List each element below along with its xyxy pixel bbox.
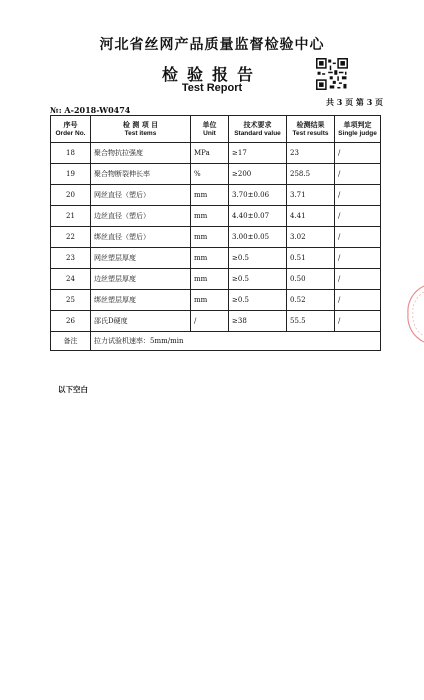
report-title-cn: 检验报告 (161, 65, 262, 84)
note-label: 备注 (51, 332, 91, 351)
test-result-cell: 4.41 (287, 206, 335, 227)
table-row (51, 290, 381, 311)
report-number: №: A-2018-W0474 (50, 105, 131, 115)
test-item-cell: 绑丝直径（塑后） (91, 227, 191, 248)
table-row (51, 185, 381, 206)
test-item-cell: 网丝塑层厚度 (91, 248, 191, 269)
standard-value-cell: 3.70±0.06 (229, 185, 287, 206)
test-item-cell: 邵氏D硬度 (91, 311, 191, 332)
blank-below-marker: 以下空白 (58, 385, 88, 394)
column-header (335, 116, 381, 143)
order-number-cell: 20 (51, 185, 91, 206)
single-judge-cell: / (335, 206, 381, 227)
column-header-cn: 检 测 项 目 (122, 120, 159, 129)
note-text: 拉力试验机速率：5mm/min (91, 332, 381, 351)
order-number-cell: 22 (51, 227, 91, 248)
unit-cell: MPa (191, 143, 229, 164)
unit-cell: % (191, 164, 229, 185)
test-result-cell: 258.5 (287, 164, 335, 185)
column-header (91, 116, 191, 143)
single-judge-cell: / (335, 248, 381, 269)
column-header (287, 116, 335, 143)
order-number-cell: 24 (51, 269, 91, 290)
qr-code-icon (316, 58, 348, 90)
organization-name: 河北省丝网产品质量监督检验中心 (99, 37, 325, 53)
single-judge-cell: / (335, 227, 381, 248)
standard-value-cell: ≥0.5 (229, 248, 287, 269)
standard-value-cell: 3.00±0.05 (229, 227, 287, 248)
single-judge-cell: / (335, 311, 381, 332)
test-result-cell: 3.71 (287, 185, 335, 206)
standard-value-cell: ≥0.5 (229, 290, 287, 311)
unit-cell: mm (191, 185, 229, 206)
table-row (51, 311, 381, 332)
column-header-cn: 检测结果 (296, 120, 325, 129)
standard-value-cell: ≥200 (229, 164, 287, 185)
column-header (191, 116, 229, 143)
table-row (51, 164, 381, 185)
column-header-cn: 序号 (63, 120, 78, 129)
table-row (51, 206, 381, 227)
order-number-cell: 25 (51, 290, 91, 311)
seal-stamp-icon (402, 284, 424, 344)
unit-cell: mm (191, 206, 229, 227)
order-number-cell: 19 (51, 164, 91, 185)
unit-cell: mm (191, 227, 229, 248)
column-header-cn: 单项判定 (343, 120, 372, 129)
test-result-cell: 0.52 (287, 290, 335, 311)
unit-cell: mm (191, 269, 229, 290)
order-number-cell: 21 (51, 206, 91, 227)
report-title-en: Test Report (181, 82, 243, 94)
standard-value-cell: ≥17 (229, 143, 287, 164)
order-number-cell: 23 (51, 248, 91, 269)
test-item-cell: 边丝直径（塑后） (91, 206, 191, 227)
table-row (51, 269, 381, 290)
test-item-cell: 聚合物抗拉强度 (91, 143, 191, 164)
test-results-table (50, 115, 381, 351)
table-row (51, 227, 381, 248)
order-number-cell: 18 (51, 143, 91, 164)
test-result-cell: 55.5 (287, 311, 335, 332)
unit-cell: mm (191, 290, 229, 311)
page-info: 共 3 页 第 3 页 (326, 97, 384, 107)
test-item-cell: 边丝塑层厚度 (91, 269, 191, 290)
test-result-cell: 3.02 (287, 227, 335, 248)
note-row (51, 332, 381, 351)
column-header-cn: 单位 (202, 120, 217, 129)
column-header-en: Test items (124, 130, 157, 137)
column-header (51, 116, 91, 143)
standard-value-cell: 4.40±0.07 (229, 206, 287, 227)
column-header-en: Single judge (338, 130, 377, 137)
column-header-en: Order No. (55, 130, 86, 137)
column-header-en: Standard value (234, 130, 281, 137)
single-judge-cell: / (335, 269, 381, 290)
table-body (51, 143, 381, 351)
test-item-cell: 绑丝塑层厚度 (91, 290, 191, 311)
test-result-cell: 0.51 (287, 248, 335, 269)
single-judge-cell: / (335, 185, 381, 206)
test-item-cell: 网丝直径（塑后） (91, 185, 191, 206)
column-header-cn: 技术要求 (243, 120, 272, 129)
table-header-row (51, 116, 381, 143)
table-row (51, 143, 381, 164)
standard-value-cell: ≥0.5 (229, 269, 287, 290)
test-result-cell: 23 (287, 143, 335, 164)
order-number-cell: 26 (51, 311, 91, 332)
single-judge-cell: / (335, 164, 381, 185)
single-judge-cell: / (335, 143, 381, 164)
column-header-en: Unit (203, 130, 216, 137)
unit-cell: mm (191, 248, 229, 269)
column-header (229, 116, 287, 143)
test-item-cell: 聚合物断裂伸长率 (91, 164, 191, 185)
column-header-en: Test results (292, 130, 329, 137)
unit-cell: / (191, 311, 229, 332)
standard-value-cell: ≥38 (229, 311, 287, 332)
test-result-cell: 0.50 (287, 269, 335, 290)
single-judge-cell: / (335, 290, 381, 311)
table-row (51, 248, 381, 269)
